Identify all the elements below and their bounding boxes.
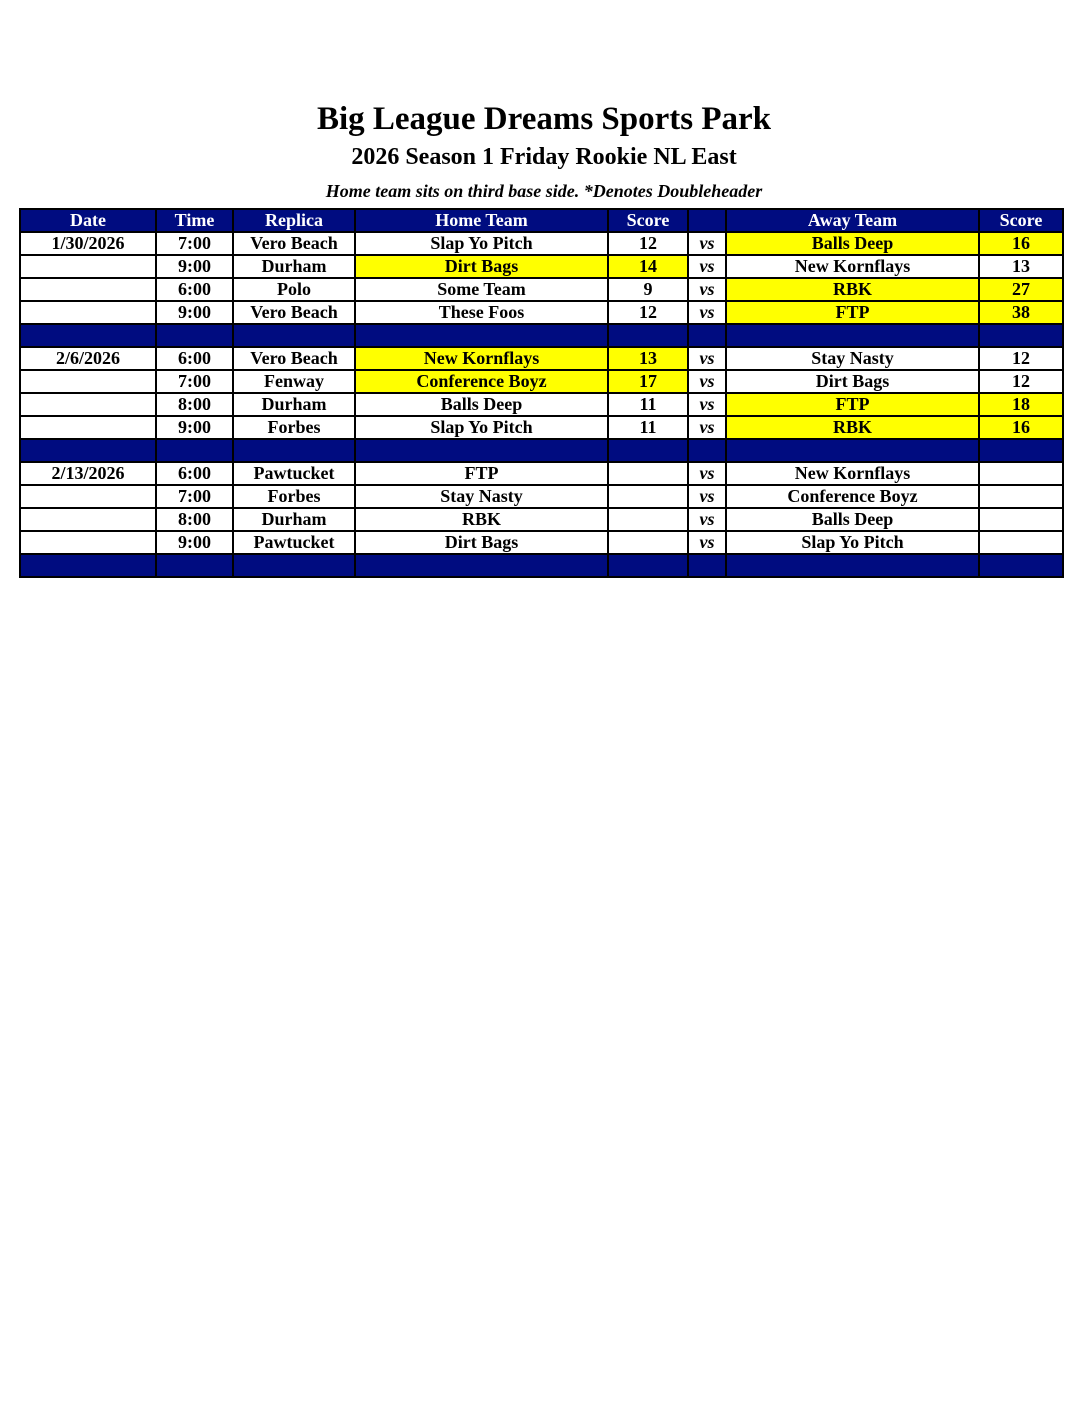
away-score-cell	[979, 508, 1063, 531]
date-cell	[20, 255, 156, 278]
away-team-cell: RBK	[726, 278, 979, 301]
date-cell	[20, 301, 156, 324]
away-score-cell: 12	[979, 370, 1063, 393]
away-score-cell: 18	[979, 393, 1063, 416]
column-header-home-team: Home Team	[355, 209, 608, 232]
separator-cell	[979, 324, 1063, 347]
column-header-replica: Replica	[233, 209, 355, 232]
home-score-cell: 12	[608, 301, 688, 324]
page-subtitle: 2026 Season 1 Friday Rookie NL East	[351, 144, 737, 170]
separator-cell	[608, 324, 688, 347]
replica-cell: Durham	[233, 393, 355, 416]
replica-cell: Vero Beach	[233, 301, 355, 324]
column-header-away-score: Score	[979, 209, 1063, 232]
home-score-cell: 13	[608, 347, 688, 370]
table-row	[20, 393, 1063, 416]
table-row	[20, 416, 1063, 439]
table-row	[20, 485, 1063, 508]
column-header-away-team: Away Team	[726, 209, 979, 232]
away-team-cell: FTP	[726, 393, 979, 416]
away-team-cell: FTP	[726, 301, 979, 324]
separator-cell	[20, 439, 156, 462]
separator-cell	[608, 554, 688, 577]
home-team-cell: Dirt Bags	[355, 531, 608, 554]
table-row	[20, 347, 1063, 370]
page-title: Big League Dreams Sports Park	[316, 101, 772, 137]
separator-cell	[20, 554, 156, 577]
separator-cell	[979, 554, 1063, 577]
time-cell: 6:00	[156, 278, 233, 301]
home-score-cell: 11	[608, 393, 688, 416]
column-header-date: Date	[20, 209, 156, 232]
date-cell: 1/30/2026	[20, 232, 156, 255]
column-header-time: Time	[156, 209, 233, 232]
vs-cell: vs	[688, 278, 726, 301]
away-score-cell: 13	[979, 255, 1063, 278]
away-team-cell: New Kornflays	[726, 462, 979, 485]
home-team-cell: New Kornflays	[355, 347, 608, 370]
home-team-cell: FTP	[355, 462, 608, 485]
away-team-cell: Balls Deep	[726, 508, 979, 531]
table-row	[20, 531, 1063, 554]
time-cell: 9:00	[156, 301, 233, 324]
column-header-vs	[688, 209, 726, 232]
home-team-cell: These Foos	[355, 301, 608, 324]
home-score-cell	[608, 531, 688, 554]
separator-cell	[355, 439, 608, 462]
home-team-cell: Stay Nasty	[355, 485, 608, 508]
home-team-cell: Conference Boyz	[355, 370, 608, 393]
time-cell: 9:00	[156, 531, 233, 554]
separator-cell	[233, 554, 355, 577]
time-cell: 8:00	[156, 393, 233, 416]
separator-cell	[688, 324, 726, 347]
home-team-cell: Slap Yo Pitch	[355, 232, 608, 255]
vs-cell: vs	[688, 462, 726, 485]
week-separator-row	[20, 554, 1063, 577]
replica-cell: Durham	[233, 508, 355, 531]
home-score-cell: 11	[608, 416, 688, 439]
home-score-cell: 17	[608, 370, 688, 393]
separator-cell	[726, 439, 979, 462]
time-cell: 8:00	[156, 508, 233, 531]
time-cell: 7:00	[156, 232, 233, 255]
vs-cell: vs	[688, 485, 726, 508]
time-cell: 7:00	[156, 370, 233, 393]
separator-cell	[688, 439, 726, 462]
separator-cell	[726, 554, 979, 577]
home-score-cell	[608, 462, 688, 485]
separator-cell	[355, 324, 608, 347]
away-team-cell: Dirt Bags	[726, 370, 979, 393]
separator-cell	[156, 554, 233, 577]
schedule-note: Home team sits on third base side. *Denotes Doubleheader	[325, 181, 763, 201]
home-score-cell: 12	[608, 232, 688, 255]
schedule-table	[19, 208, 1064, 578]
vs-cell: vs	[688, 370, 726, 393]
home-team-cell: Some Team	[355, 278, 608, 301]
date-cell: 2/13/2026	[20, 462, 156, 485]
replica-cell: Pawtucket	[233, 531, 355, 554]
vs-cell: vs	[688, 255, 726, 278]
away-score-cell: 12	[979, 347, 1063, 370]
date-cell	[20, 485, 156, 508]
home-score-cell: 9	[608, 278, 688, 301]
separator-cell	[233, 439, 355, 462]
time-cell: 9:00	[156, 416, 233, 439]
separator-cell	[726, 324, 979, 347]
time-cell: 9:00	[156, 255, 233, 278]
away-score-cell	[979, 462, 1063, 485]
away-score-cell	[979, 531, 1063, 554]
replica-cell: Pawtucket	[233, 462, 355, 485]
away-team-cell: New Kornflays	[726, 255, 979, 278]
separator-cell	[20, 324, 156, 347]
replica-cell: Vero Beach	[233, 232, 355, 255]
separator-cell	[688, 554, 726, 577]
away-score-cell: 16	[979, 416, 1063, 439]
away-team-cell: Balls Deep	[726, 232, 979, 255]
header-row	[20, 209, 1063, 232]
table-row	[20, 255, 1063, 278]
replica-cell: Durham	[233, 255, 355, 278]
home-team-cell: Dirt Bags	[355, 255, 608, 278]
vs-cell: vs	[688, 531, 726, 554]
date-cell	[20, 416, 156, 439]
home-team-cell: Balls Deep	[355, 393, 608, 416]
away-score-cell	[979, 485, 1063, 508]
away-score-cell: 38	[979, 301, 1063, 324]
table-row	[20, 301, 1063, 324]
away-team-cell: Stay Nasty	[726, 347, 979, 370]
week-separator-row	[20, 324, 1063, 347]
replica-cell: Polo	[233, 278, 355, 301]
date-cell	[20, 278, 156, 301]
replica-cell: Fenway	[233, 370, 355, 393]
replica-cell: Forbes	[233, 485, 355, 508]
vs-cell: vs	[688, 416, 726, 439]
table-row	[20, 278, 1063, 301]
time-cell: 7:00	[156, 485, 233, 508]
away-team-cell: Slap Yo Pitch	[726, 531, 979, 554]
vs-cell: vs	[688, 232, 726, 255]
home-score-cell	[608, 508, 688, 531]
away-score-cell: 27	[979, 278, 1063, 301]
time-cell: 6:00	[156, 347, 233, 370]
table-row	[20, 370, 1063, 393]
week-separator-row	[20, 439, 1063, 462]
away-score-cell: 16	[979, 232, 1063, 255]
vs-cell: vs	[688, 508, 726, 531]
schedule-body	[20, 232, 1063, 577]
vs-cell: vs	[688, 347, 726, 370]
column-header-home-score: Score	[608, 209, 688, 232]
separator-cell	[979, 439, 1063, 462]
vs-cell: vs	[688, 301, 726, 324]
date-cell	[20, 531, 156, 554]
vs-cell: vs	[688, 393, 726, 416]
home-team-cell: Slap Yo Pitch	[355, 416, 608, 439]
table-row	[20, 232, 1063, 255]
separator-cell	[156, 439, 233, 462]
table-row	[20, 508, 1063, 531]
replica-cell: Vero Beach	[233, 347, 355, 370]
table-row	[20, 462, 1063, 485]
separator-cell	[608, 439, 688, 462]
away-team-cell: RBK	[726, 416, 979, 439]
away-team-cell: Conference Boyz	[726, 485, 979, 508]
home-score-cell: 14	[608, 255, 688, 278]
time-cell: 6:00	[156, 462, 233, 485]
separator-cell	[233, 324, 355, 347]
date-cell: 2/6/2026	[20, 347, 156, 370]
separator-cell	[156, 324, 233, 347]
date-cell	[20, 508, 156, 531]
home-score-cell	[608, 485, 688, 508]
date-cell	[20, 370, 156, 393]
date-cell	[20, 393, 156, 416]
replica-cell: Forbes	[233, 416, 355, 439]
separator-cell	[355, 554, 608, 577]
home-team-cell: RBK	[355, 508, 608, 531]
